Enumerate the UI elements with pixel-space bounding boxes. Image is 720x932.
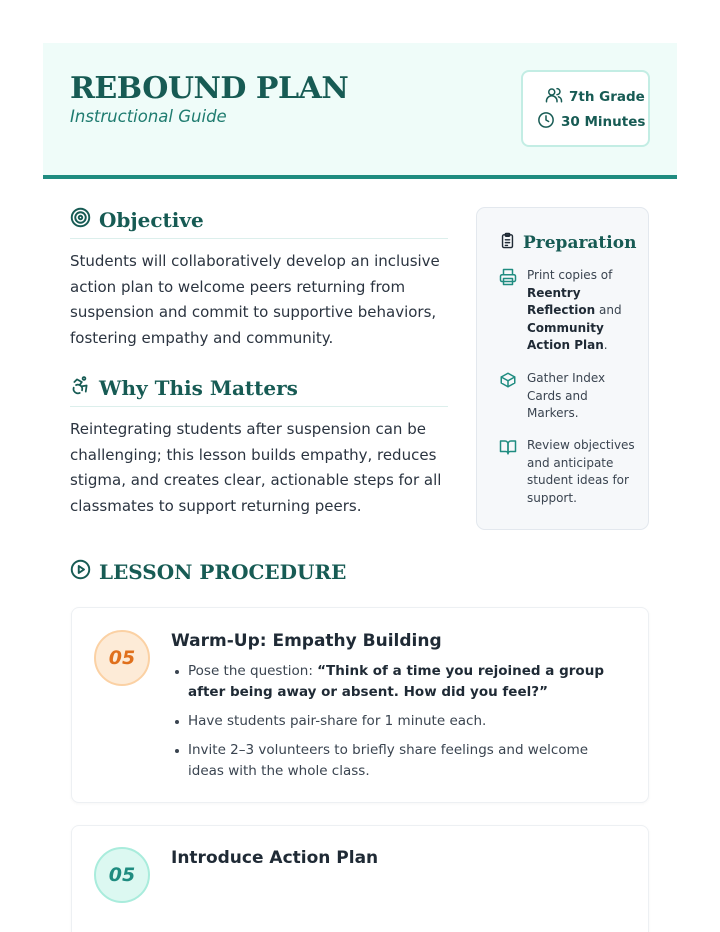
step-title: Warm-Up: Empathy Building: [171, 631, 442, 651]
list-item: Invite 2–3 volunteers to briefly share feelings and welcome ideas with the whole class.: [188, 740, 628, 782]
why-heading: [70, 375, 298, 401]
prep-item-review: [499, 437, 639, 507]
grade-row: [545, 86, 645, 108]
prep-item-print: [499, 267, 639, 355]
book-icon: [499, 437, 517, 507]
procedure-heading-text: LESSON PROCEDURE: [99, 560, 347, 584]
accessibility-icon: [70, 375, 91, 401]
prep-item-gather-text: Gather Index Cards and Markers.: [527, 371, 606, 421]
step-number-badge: 05: [94, 630, 150, 686]
list-item: Have students pair-share for 1 minute each.: [188, 711, 628, 732]
users-icon: [545, 86, 563, 108]
header-banner: [43, 43, 677, 175]
play-circle-icon: [70, 559, 91, 585]
why-text: Reintegrating students after suspension can be challenging; this lesson builds empathy, reduces stigma, and creates clear, actionable steps for all classmates to support returning peers.: [70, 420, 442, 515]
target-icon: [70, 207, 91, 233]
printer-icon: [499, 267, 517, 355]
objective-text: Students will collaboratively develop an inclusive action plan to welcome peers returning from suspension and commit to supportive behaviors, fostering empathy and community.: [70, 252, 440, 347]
prep-item-review-text: Review objectives and anticipate student ideas for support.: [527, 438, 635, 505]
procedure-step-card: [71, 607, 649, 803]
objective-heading-text: Objective: [99, 208, 204, 232]
lesson-meta-box: [521, 70, 650, 147]
header-divider: [43, 175, 677, 179]
step-number-badge: 05: [94, 847, 150, 903]
list-item: Pose the question: “Think of a time you rejoined a group after being away or absent. How did you feel?”: [188, 661, 628, 703]
why-heading-text: Why This Matters: [99, 376, 298, 400]
clock-icon: [537, 111, 555, 133]
why-divider: [70, 406, 448, 407]
objective-divider: [70, 238, 448, 239]
objective-heading: [70, 207, 204, 233]
prep-item-gather: [499, 370, 639, 423]
page-title: REBOUND PLAN: [70, 71, 349, 106]
duration-row: [537, 111, 645, 133]
duration-label: 30 Minutes: [561, 114, 646, 130]
box-icon: [499, 370, 517, 423]
grade-label: 7th Grade: [569, 89, 645, 105]
clipboard-icon: [499, 232, 516, 254]
step-title: Introduce Action Plan: [171, 848, 379, 868]
preparation-panel: [476, 207, 649, 530]
page-subtitle: Instructional Guide: [70, 107, 227, 126]
step-bullet-list: [188, 661, 628, 790]
preparation-heading-text: Preparation: [523, 233, 637, 253]
prep-item-print-text: Print copies of Reentry Reflection and Community Action Plan.: [527, 268, 622, 353]
procedure-heading: [70, 559, 346, 585]
procedure-step-card: [71, 825, 649, 932]
preparation-heading: [499, 232, 636, 254]
